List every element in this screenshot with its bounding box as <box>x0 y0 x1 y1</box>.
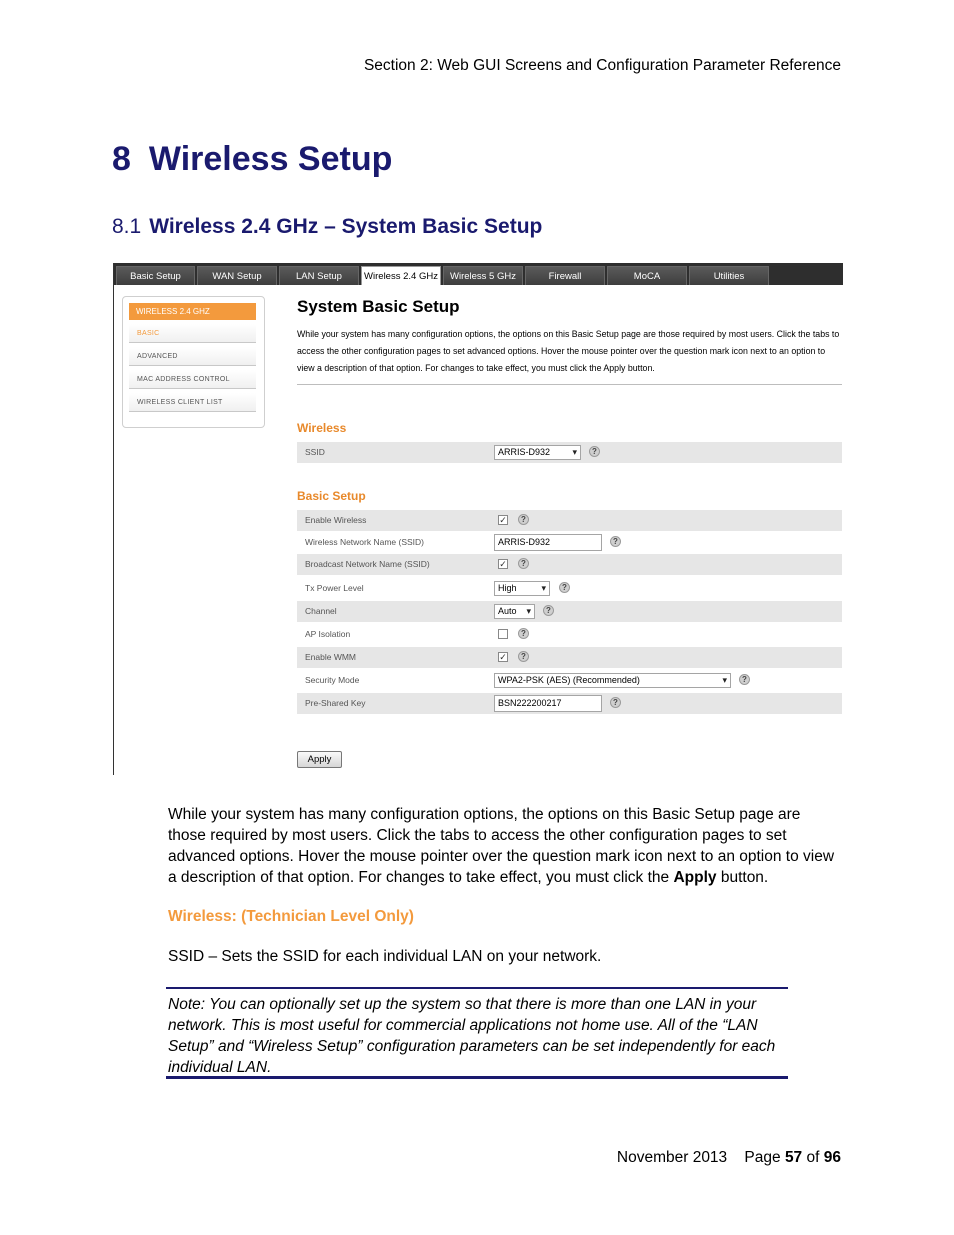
help-icon[interactable]: ? <box>518 628 529 639</box>
network-name-row <box>297 532 842 553</box>
page-description: While your system has many configuration options, the options on this Basic Setup page are those required by most users. Click the tabs to access the other configuration pages to set advanced options. Hover the mouse pointer over the question mark icon next to an option to view a description of that option. For changes to take effect, you must click the Apply button. <box>297 329 840 373</box>
help-icon[interactable]: ? <box>518 514 529 525</box>
wireless-technician-heading: Wireless: (Technician Level Only) <box>168 908 414 925</box>
page-title: System Basic Setup <box>297 297 460 316</box>
wireless-heading: Wireless <box>297 421 347 435</box>
divider <box>297 384 842 385</box>
sidebar-item-mac-address-control[interactable]: MAC ADDRESS CONTROL <box>129 370 256 389</box>
tab-basic-setup[interactable]: Basic Setup <box>116 266 195 285</box>
footer-date: November 2013 <box>616 1149 728 1166</box>
enable-wmm-row <box>297 647 842 668</box>
apply-button[interactable]: Apply <box>297 751 342 768</box>
ssid-row <box>297 442 842 463</box>
footer-page-number: 57 <box>784 1149 803 1166</box>
tab-bar <box>114 263 843 285</box>
broadcast-checkbox[interactable]: ✓ <box>499 559 507 569</box>
enable-wireless-label: Enable Wireless <box>305 515 367 525</box>
sidebar-item-wireless-client-list[interactable]: WIRELESS CLIENT LIST <box>129 393 256 412</box>
tx-power-select[interactable]: High ▾ <box>494 581 550 596</box>
intro-text: While your system has many configuration options, the options on this Basic Setup page are those required by most users. Click the tabs to access the other configuration pages to set advanced options. Hover the mouse pointer over the question mark icon next to an option to view a description of that option. For changes to take effect, you must click the <box>168 806 835 886</box>
enable-wireless-row <box>297 510 842 531</box>
help-icon[interactable]: ? <box>610 536 621 547</box>
channel-label: Channel <box>305 606 337 616</box>
footer-page-total: 96 <box>823 1149 841 1166</box>
help-icon[interactable]: ? <box>543 605 554 616</box>
apply-bold: Apply <box>673 869 717 886</box>
section-title <box>112 215 542 239</box>
broadcast-row <box>297 554 842 575</box>
psk-row <box>297 693 842 714</box>
tab-utilities[interactable]: Utilities <box>689 266 769 285</box>
basic-setup-heading: Basic Setup <box>297 489 366 503</box>
channel-select[interactable]: Auto ▾ <box>494 604 535 619</box>
chapter-title <box>112 140 392 179</box>
enable-wmm-label: Enable WMM <box>305 652 357 662</box>
tab-firewall[interactable]: Firewall <box>525 266 605 285</box>
enable-wireless-checkbox[interactable]: ✓ <box>499 515 507 525</box>
network-name-input[interactable]: ARRIS-D932 <box>494 534 602 551</box>
security-mode-label: Security Mode <box>305 675 360 685</box>
note-box <box>166 987 788 1079</box>
tab-wireless-24[interactable]: Wireless 2.4 GHz <box>361 266 441 285</box>
ssid-select[interactable]: ARRIS-D932 ▾ <box>494 445 581 460</box>
ssid-description: SSID – Sets the SSID for each individual LAN on your network. <box>168 948 602 965</box>
page-footer <box>617 1149 841 1167</box>
tab-moca[interactable]: MoCA <box>607 266 687 285</box>
network-name-label: Wireless Network Name (SSID) <box>305 537 425 547</box>
ap-isolation-label: AP Isolation <box>305 629 351 639</box>
help-icon[interactable]: ? <box>739 674 750 685</box>
tab-lan-setup[interactable]: LAN Setup <box>279 266 359 285</box>
psk-input[interactable]: BSN222200217 <box>494 695 602 712</box>
sidebar-header: WIRELESS 2.4 GHZ <box>129 303 256 320</box>
sidebar <box>122 296 265 428</box>
tx-power-label: Tx Power Level <box>305 583 364 593</box>
tab-wireless-5[interactable]: Wireless 5 GHz <box>443 266 523 285</box>
footer-page-word: Page <box>744 1149 781 1166</box>
section-number: 8.1 <box>112 215 142 238</box>
section-title-text: Wireless 2.4 GHz – System Basic Setup <box>149 215 543 238</box>
enable-wmm-checkbox[interactable]: ✓ <box>499 652 507 662</box>
intro-text-end: button. <box>716 869 769 886</box>
ap-isolation-checkbox[interactable] <box>498 629 508 639</box>
help-icon[interactable]: ? <box>610 697 621 708</box>
help-icon[interactable]: ? <box>518 558 529 569</box>
psk-label: Pre-Shared Key <box>305 698 366 708</box>
sidebar-item-basic[interactable]: BASIC <box>129 324 256 343</box>
chapter-number: 8 <box>112 140 131 178</box>
ap-isolation-row <box>297 624 842 645</box>
sidebar-item-advanced[interactable]: ADVANCED <box>129 347 256 366</box>
chapter-title-text: Wireless Setup <box>148 140 393 178</box>
note-text: Note: You can optionally set up the system so that there is more than one LAN in your network. This is most useful for commercial applications not home use. All of the “LAN Setup” and “Wireless Setup” configuration parameters can be set independently for each individual LAN. <box>168 996 776 1076</box>
gui-screenshot <box>113 263 843 775</box>
footer-of-word: of <box>806 1149 820 1166</box>
running-header: Section 2: Web GUI Screens and Configuration Parameter Reference <box>363 57 841 74</box>
broadcast-label: Broadcast Network Name (SSID) <box>305 559 430 569</box>
security-mode-row <box>297 670 842 691</box>
tx-power-row <box>297 578 842 599</box>
ssid-label: SSID <box>305 447 325 457</box>
help-icon[interactable]: ? <box>559 582 570 593</box>
help-icon[interactable]: ? <box>518 651 529 662</box>
tab-wan-setup[interactable]: WAN Setup <box>197 266 277 285</box>
intro-paragraph <box>168 804 838 888</box>
help-icon[interactable]: ? <box>589 446 600 457</box>
channel-row <box>297 601 842 622</box>
security-mode-select[interactable]: WPA2-PSK (AES) (Recommended) ▾ <box>494 673 731 688</box>
